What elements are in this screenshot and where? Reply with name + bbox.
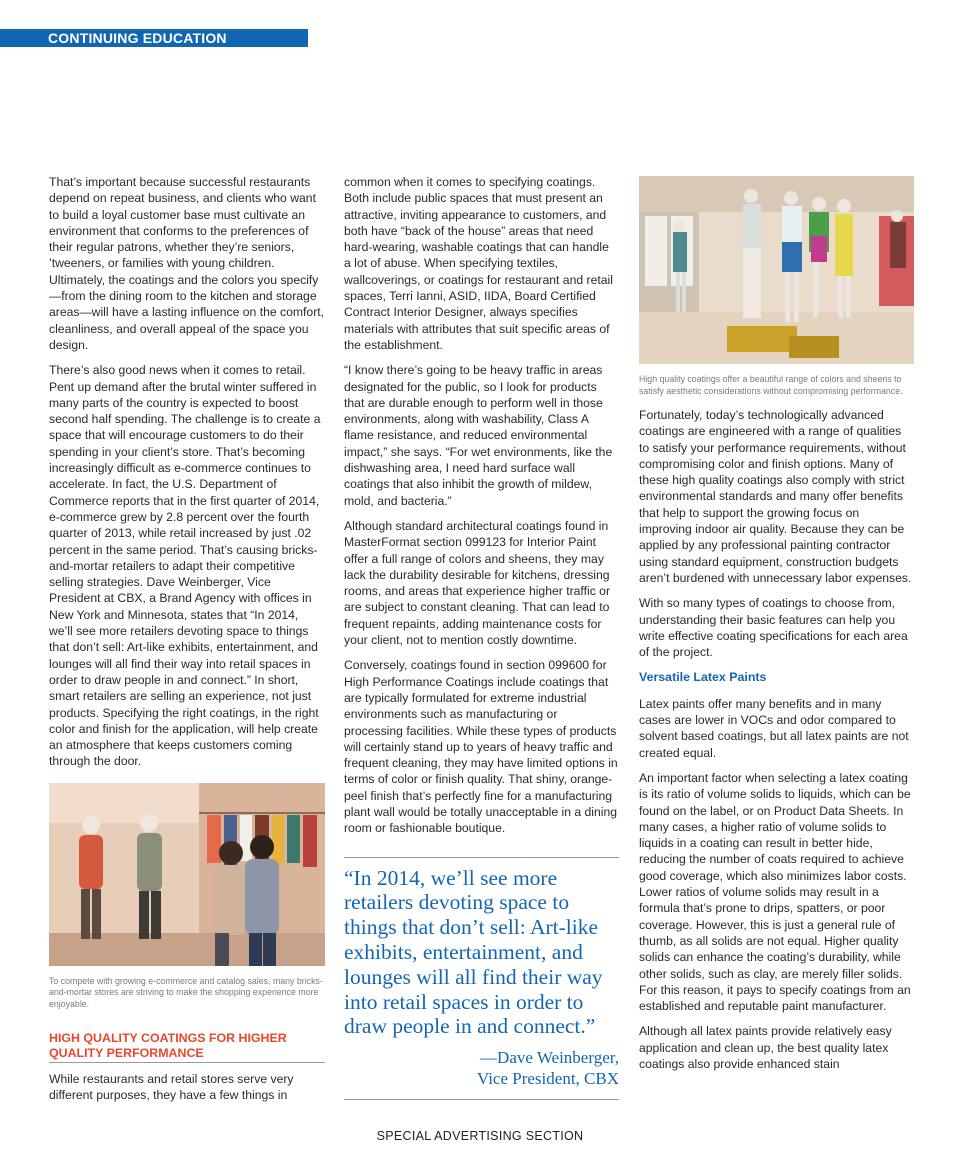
paragraph: An important factor when selecting a latex coating is its ratio of volume solids to liquids, which can be found on the label, or on Product Data Sheets. In many cases, a higher ratio of volume solids to liquids in a coating can result in better hide, reducing the number of coats required to achieve good coverage, which also minimizes labor costs. Lower ratios of volume solids may result in a formula that’s prone to drips, spatters, or poor coverage. However, this is just a general rule of thumb, as all solids are not equal. Higher quality solids can enhance the coating’s durability, while other solids, such as clay, are merely filler solids. For this reason, it pays to specify coatings from an established and reputable paint manufacturer. xyxy=(639,770,911,1014)
article-column-3 xyxy=(639,176,914,1081)
couple-shopping-photo xyxy=(49,783,325,966)
photo-caption: High quality coatings offer a beautiful range of colors and sheens to satisfy aesthetic considerations without compromising performance. xyxy=(639,374,903,396)
section-heading: HIGH QUALITY COATINGS FOR HIGHER QUALITY PERFORMANCE xyxy=(49,1031,325,1063)
paragraph: Fortunately, today’s technologically advanced coatings are engineered with a range of qualities to satisfy your performance requirements, without compromising color and finish options. Many of these high quality coatings also comply with strict environmental standards and many offer benefits that help to support the growing focus on improving indoor air quality. Because they can be applied by any professional painting contractor using standard equipment, construction budgets aren’t burdened with unnecessary labor expenses. xyxy=(639,408,912,585)
attribution-title: Vice President, CBX xyxy=(476,1069,619,1089)
paragraph: With so many types of coatings to choose from, understanding their basic features can help you write effective coating specifications for each area of the project. xyxy=(639,596,908,660)
couple-shopping-illustration xyxy=(49,783,325,966)
paragraph: Conversely, coatings found in section 099600 for High Performance Coatings include coatings that are typically formulated for extreme industrial environments such as manufacturing or processing facilities. While these types of products will certainly stand up to years of heavy traffic and frequent cleaning, they may have limited options in terms of color or finish quality. That shiny, orange-peel finish that’s perfectly fine for a manufacturing plant wall would be totally unacceptable in a dining room or fashionable boutique. xyxy=(344,658,618,836)
article-column-2 xyxy=(344,174,619,1100)
section-title: CONTINUING EDUCATION xyxy=(48,30,227,46)
boutique-mannequins-photo xyxy=(639,176,914,364)
attribution-name: —Dave Weinberger, xyxy=(480,1048,619,1068)
section-banner xyxy=(0,29,308,47)
paragraph: While restaurants and retail stores serve very different purposes, they have a few things in xyxy=(49,1072,294,1103)
pull-quote xyxy=(344,857,619,1101)
article-column-1 xyxy=(49,174,325,1113)
paragraph: Latex paints offer many benefits and in many cases are lower in VOCs and odor compared to solvent based coatings, but all latex paints are not created equal. xyxy=(639,696,909,760)
paragraph: There’s also good news when it comes to retail. Pent up demand after the brutal winter suffered in many parts of the country is expected to boost second half spending. The challenge is to create a space that will encourage customers to do their spending in your client’s store. That’s becoming increasingly difficult as e-commerce continues to accelerate. In fact, the U.S. Department of Commerce reports that in the first quarter of 2014, e-commerce grew by 2.8 percent over the fourth quarter of 2013, while retail increased by just .02 percent in the same period. That’s causing bricks-and-mortar retailers to adapt their competitive selling strategies. Dave Weinberger, Vice President at CBX, a Brand Agency with offices in New York and Minnesota, states that “In 2014, we’ll see more retailers devoting space to things that don’t sell: Art-like exhibits, entertainment, and lounges will all find their way into retail spaces in order to draw people in and connect.” In short, smart retailers are selling an experience, not just products. Specifying the right coatings, in the right color and finish for the application, will help create an atmosphere that keeps customers coming through the door. xyxy=(49,363,321,769)
photo-caption: To compete with growing e-commerce and catalog sales, many bricks-and-mortar stores are striving to make the shopping experience more enjoyable. xyxy=(49,975,323,1009)
page-footer: SPECIAL ADVERTISING SECTION xyxy=(376,1129,584,1143)
paragraph: Although all latex paints provide relatively easy application and clean up, the best quality latex coatings also provide enhanced stain xyxy=(639,1024,892,1071)
paragraph: That’s important because successful restaurants depend on repeat business, and clients who want to build a loyal customer base must cultivate an environment that conforms to the preferences of their regular patrons, whether they’re seniors, ’tweeners, or families with young children. Ultimately, the coatings and the colors you specify—from the dining room to the kitchen and storage areas—will have a lasting influence on the comfort, cleanliness, and overall appeal of the space you design. xyxy=(49,175,325,352)
paragraph: common when it comes to specifying coatings. Both include public spaces that must present an attractive, inviting appearance to customers, and both have “back of the house” areas that need hard-wearing, washable coatings that can handle a lot of abuse. When specifying textiles, wallcoverings, or coatings for restaurant and retail spaces, Terri Ianni, ASID, IIDA, Board Certified Contract Interior Designer, always specifies materials with attributes that suit specific areas of the establishment. xyxy=(344,175,613,352)
subsection-heading: Versatile Latex Paints xyxy=(639,670,767,685)
paragraph: “I know there’s going to be heavy traffic in areas designated for the public, so I look for products that are durable enough to perform well in those environments, along with washability, Class A flame resistance, and reduced environmental impact,” she says. “For wet environments, like the dishwashing area, I need hard surface wall coatings that also inhibit the growth of mildew, mold, and bacteria.” xyxy=(344,363,613,508)
pull-quote-text: “In 2014, we’ll see more retailers devoting space to things that don’t sell: Art-like exhibits, entertainment, and lounges will all find their way into retail spaces in order to draw people in and connect.” xyxy=(344,865,603,1039)
paragraph: Although standard architectural coatings found in MasterFormat section 099123 for Interior Paint offer a full range of colors and sheens, they may lack the durability desirable for kitchens, dressing rooms, and areas that experience higher traffic or are subject to constant cleaning. That can lead to frequent repaints, adding maintenance costs for your client, not to mention costly downtime. xyxy=(344,518,611,648)
boutique-mannequins-illustration xyxy=(639,176,914,364)
pull-quote-attribution xyxy=(344,1047,619,1089)
